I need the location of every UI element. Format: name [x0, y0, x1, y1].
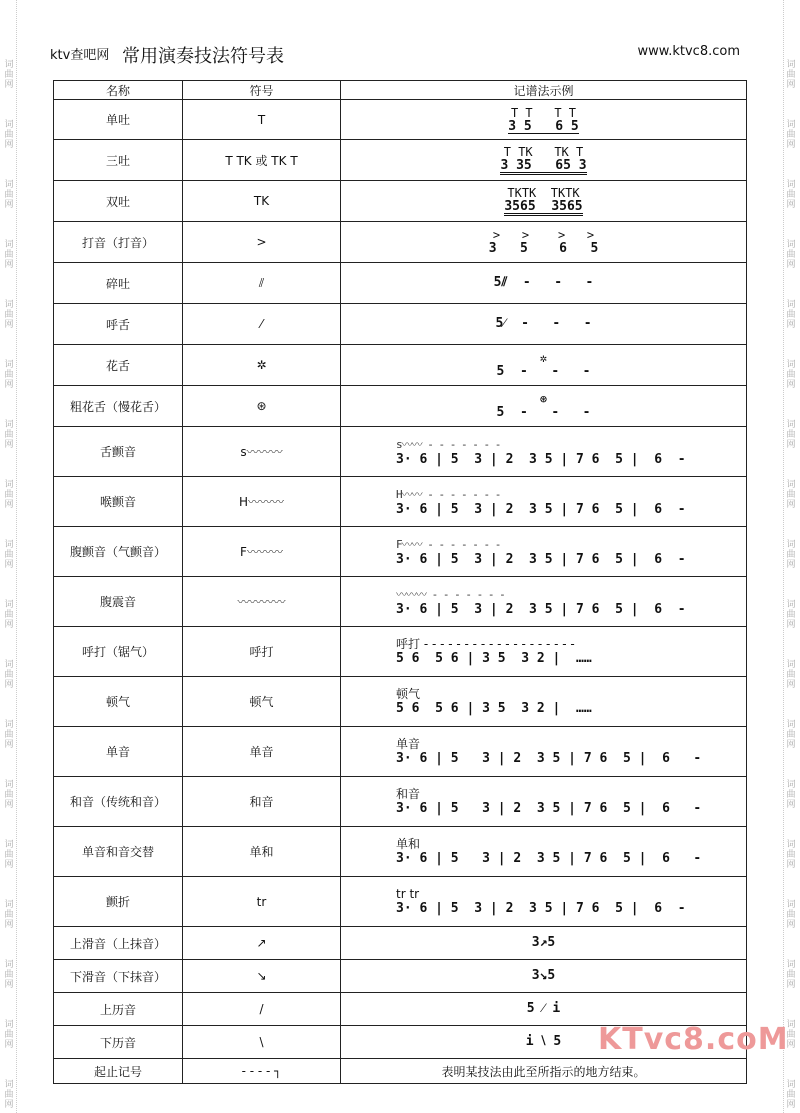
technique-symbol: 顿气 [183, 677, 341, 727]
margin-glyph: 词 [786, 240, 796, 250]
notation-example [341, 100, 747, 140]
margin-glyph: 网 [786, 320, 796, 330]
technique-name: 起止记号 [54, 1059, 183, 1084]
example-label: 和音 [396, 787, 421, 801]
col-header-example: 记谱法示例 [341, 81, 747, 100]
col-header-symbol: 符号 [183, 81, 341, 100]
table-row [54, 727, 747, 777]
example-notes: 5⁄ - - - [495, 316, 592, 331]
example-notation-line: 5 6 5 6 | 3 5 3 2 | …… [396, 701, 592, 716]
example-notation [341, 145, 746, 175]
margin-glyph-group [784, 180, 798, 210]
example-notes: 3 5 6 5 [488, 241, 599, 256]
margin-glyph: 词 [4, 660, 14, 670]
margin-glyph: 曲 [4, 310, 14, 320]
margin-glyph-group [784, 720, 798, 750]
margin-glyph: 曲 [786, 670, 796, 680]
margin-glyph-group [2, 660, 16, 690]
margin-glyph: 词 [4, 360, 14, 370]
margin-glyph: 曲 [4, 1030, 14, 1040]
table-row [54, 140, 747, 181]
margin-glyph-group [2, 720, 16, 750]
margin-glyph: 网 [786, 440, 796, 450]
notation-example [341, 677, 747, 727]
margin-glyph: 词 [786, 300, 796, 310]
margin-glyph: 曲 [786, 850, 796, 860]
margin-glyph-group [784, 660, 798, 690]
margin-glyph: 网 [4, 920, 14, 930]
symbol-table [53, 80, 747, 1084]
margin-glyph-group [784, 780, 798, 810]
margin-glyph-group [2, 1080, 16, 1110]
example-notation [341, 186, 746, 216]
technique-name: 下滑音（下抹音） [54, 960, 183, 993]
notation-example [341, 527, 747, 577]
margin-glyph: 网 [4, 320, 14, 330]
margin-glyph: 网 [786, 680, 796, 690]
margin-glyph: 词 [4, 780, 14, 790]
example-notation-line: 3· 6 | 5 3 | 2 3 5 | 7 6 5 | 6 - [396, 901, 686, 916]
technique-symbol: tr [183, 877, 341, 927]
margin-glyph-group [784, 420, 798, 450]
technique-symbol: 〰〰〰〰 [183, 577, 341, 627]
margin-glyph: 曲 [4, 430, 14, 440]
example-notation-line: 3· 6 | 5 3 | 2 3 5 | 7 6 5 | 6 - [396, 502, 686, 517]
technique-symbol: T [183, 100, 341, 140]
margin-glyph-group [784, 360, 798, 390]
table-row [54, 345, 747, 386]
margin-glyph: 词 [786, 1080, 796, 1090]
example-annotation: > > > > [492, 228, 595, 242]
margin-glyph: 词 [4, 480, 14, 490]
margin-glyph: 网 [4, 260, 14, 270]
example-notes: 3565 3565 [504, 199, 583, 214]
margin-glyph: 网 [786, 980, 796, 990]
margin-glyph: 曲 [786, 970, 796, 980]
margin-glyph: 词 [786, 120, 796, 130]
technique-name: 和音（传统和音） [54, 777, 183, 827]
margin-glyph-group [784, 480, 798, 510]
notation-example [341, 345, 747, 386]
margin-glyph: 词 [4, 180, 14, 190]
technique-symbol: > [183, 222, 341, 263]
example-notation [341, 351, 746, 379]
example-notes: 5 ⁄ i [526, 1001, 561, 1016]
technique-name: 三吐 [54, 140, 183, 181]
margin-glyph: 词 [4, 60, 14, 70]
margin-glyph: 曲 [786, 250, 796, 260]
margin-glyph-group [2, 240, 16, 270]
table-row [54, 877, 747, 927]
margin-glyph: 曲 [786, 1090, 796, 1100]
margin-glyph: 词 [786, 1020, 796, 1030]
margin-glyph-group [784, 1080, 798, 1110]
table-row [54, 427, 747, 477]
margin-glyph: 词 [4, 600, 14, 610]
margin-glyph: 网 [4, 740, 14, 750]
example-notes: 3 5 6 5 [508, 118, 579, 134]
margin-glyph: 曲 [4, 1090, 14, 1100]
watermark-logo: KTvc8.coM [598, 1022, 789, 1057]
margin-glyph: 曲 [786, 1030, 796, 1040]
margin-glyph: 曲 [786, 490, 796, 500]
margin-glyph-group [2, 600, 16, 630]
example-notation [341, 317, 746, 331]
margin-glyph-group [2, 180, 16, 210]
notation-example [341, 1059, 747, 1084]
margin-glyph: 网 [4, 680, 14, 690]
example-notes: 3↘5 [531, 968, 556, 983]
margin-glyph: 词 [4, 1080, 14, 1090]
notation-example [341, 993, 747, 1026]
notation-example [341, 827, 747, 877]
example-notation [341, 276, 746, 290]
table-row [54, 577, 747, 627]
margin-glyph: 网 [4, 800, 14, 810]
example-range-mark: F〰〰 - - - - - - - [396, 538, 501, 551]
technique-symbol: \ [183, 1026, 341, 1059]
example-notation-line: 3· 6 | 5 3 | 2 3 5 | 7 6 5 | 6 - [396, 851, 702, 866]
technique-symbol: F〰〰〰 [183, 527, 341, 577]
margin-glyph: 网 [4, 140, 14, 150]
margin-glyph: 网 [4, 80, 14, 90]
technique-name: 腹震音 [54, 577, 183, 627]
technique-symbol: 单和 [183, 827, 341, 877]
margin-glyph: 曲 [786, 370, 796, 380]
margin-glyph-group [784, 240, 798, 270]
table-row [54, 181, 747, 222]
margin-glyph-group [2, 1020, 16, 1050]
example-annotation: T T T T [510, 105, 577, 120]
technique-name: 单吐 [54, 100, 183, 140]
margin-glyph: 网 [4, 500, 14, 510]
margin-glyph: 曲 [786, 130, 796, 140]
margin-glyph-group [2, 840, 16, 870]
margin-glyph-group [2, 960, 16, 990]
example-notation [341, 936, 746, 950]
margin-glyph: 词 [786, 660, 796, 670]
technique-symbol: 和音 [183, 777, 341, 827]
technique-symbol: / [183, 993, 341, 1026]
technique-name: 打音（打音） [54, 222, 183, 263]
margin-glyph: 词 [786, 180, 796, 190]
margin-glyph: 词 [4, 960, 14, 970]
margin-glyph: 曲 [4, 730, 14, 740]
technique-name: 喉颤音 [54, 477, 183, 527]
example-annotation: T TK TK T [503, 145, 584, 159]
example-notes: 3 35 65 3 [500, 158, 587, 173]
margin-glyph: 曲 [786, 310, 796, 320]
example-notes: i ⧵ 5 [525, 1034, 562, 1049]
technique-symbol: ✲ [183, 345, 341, 386]
example-notation-line: 5 6 5 6 | 3 5 3 2 | …… [396, 651, 592, 666]
margin-glyph: 词 [786, 540, 796, 550]
example-annotation: TKTK TKTK [507, 186, 580, 200]
example-range-mark: 〰〰〰 - - - - - - - [396, 588, 505, 601]
technique-symbol: TK [183, 181, 341, 222]
margin-glyph: 曲 [4, 370, 14, 380]
technique-symbol: s〰〰〰 [183, 427, 341, 477]
notation-example [341, 181, 747, 222]
table-row [54, 222, 747, 263]
margin-glyph: 词 [4, 720, 14, 730]
margin-glyph: 曲 [786, 70, 796, 80]
margin-glyph: 词 [4, 300, 14, 310]
right-margin-watermark [783, 0, 798, 1113]
example-notation [341, 1002, 746, 1016]
table-row [54, 960, 747, 993]
table-header-row [54, 81, 747, 100]
margin-glyph-group [2, 900, 16, 930]
table-row [54, 827, 747, 877]
margin-glyph: 曲 [4, 970, 14, 980]
example-note: 表明某技法由此至所指示的地方结束。 [441, 1064, 646, 1079]
notation-example [341, 777, 747, 827]
example-annotation: ✲ [539, 351, 548, 365]
margin-glyph: 词 [786, 600, 796, 610]
margin-glyph: 曲 [4, 790, 14, 800]
technique-symbol: ↗ [183, 927, 341, 960]
notation-example [341, 304, 747, 345]
example-notation-line: 3· 6 | 5 3 | 2 3 5 | 7 6 5 | 6 - [396, 751, 702, 766]
margin-glyph: 曲 [786, 730, 796, 740]
margin-glyph: 网 [786, 1100, 796, 1110]
margin-glyph: 曲 [4, 610, 14, 620]
example-notes: 5 - - - [496, 364, 591, 379]
page-title: 常用演奏技法符号表 [122, 46, 284, 67]
margin-glyph: 网 [4, 1100, 14, 1110]
margin-glyph-group [2, 300, 16, 330]
technique-name: 下历音 [54, 1026, 183, 1059]
example-notation-line: 3· 6 | 5 3 | 2 3 5 | 7 6 5 | 6 - [396, 452, 686, 467]
margin-glyph: 网 [786, 500, 796, 510]
margin-glyph-group [2, 420, 16, 450]
table-row [54, 100, 747, 140]
margin-glyph: 网 [786, 380, 796, 390]
notation-example [341, 263, 747, 304]
technique-name: 呼打（锯气） [54, 627, 183, 677]
technique-name: 碎吐 [54, 263, 183, 304]
technique-name: 上历音 [54, 993, 183, 1026]
table-row [54, 627, 747, 677]
margin-glyph: 网 [4, 860, 14, 870]
margin-glyph: 词 [786, 480, 796, 490]
margin-glyph: 曲 [4, 70, 14, 80]
margin-glyph: 曲 [4, 130, 14, 140]
left-margin-watermark [2, 0, 17, 1113]
technique-symbol: H〰〰〰 [183, 477, 341, 527]
example-notation [341, 392, 746, 420]
margin-glyph: 网 [786, 620, 796, 630]
margin-glyph: 网 [4, 980, 14, 990]
notation-example [341, 477, 747, 527]
margin-glyph: 网 [786, 80, 796, 90]
margin-glyph-group [784, 120, 798, 150]
margin-glyph: 词 [786, 840, 796, 850]
table-row [54, 1059, 747, 1084]
margin-glyph: 网 [786, 800, 796, 810]
margin-glyph: 网 [786, 920, 796, 930]
margin-glyph: 曲 [4, 670, 14, 680]
margin-glyph: 网 [4, 380, 14, 390]
margin-glyph: 曲 [4, 850, 14, 860]
margin-glyph: 曲 [4, 250, 14, 260]
margin-glyph: 网 [4, 560, 14, 570]
margin-glyph: 词 [786, 360, 796, 370]
margin-glyph: 词 [4, 240, 14, 250]
example-notation-line: 3· 6 | 5 3 | 2 3 5 | 7 6 5 | 6 - [396, 801, 702, 816]
margin-glyph-group [784, 300, 798, 330]
margin-glyph: 网 [4, 200, 14, 210]
margin-glyph: 曲 [786, 910, 796, 920]
notation-example [341, 427, 747, 477]
margin-glyph: 网 [786, 560, 796, 570]
technique-name: 双吐 [54, 181, 183, 222]
margin-glyph: 网 [786, 1040, 796, 1050]
example-notation-line: 3· 6 | 5 3 | 2 3 5 | 7 6 5 | 6 - [396, 602, 686, 617]
example-range-mark: H〰〰 - - - - - - - [396, 488, 501, 501]
margin-glyph: 词 [786, 420, 796, 430]
technique-name: 上滑音（上抹音） [54, 927, 183, 960]
margin-glyph-group [784, 840, 798, 870]
example-notes: 5 - - - [496, 405, 591, 420]
margin-glyph: 曲 [786, 190, 796, 200]
margin-glyph: 曲 [786, 550, 796, 560]
notation-example [341, 927, 747, 960]
example-range-mark: s〰〰 - - - - - - - [396, 438, 501, 451]
technique-symbol: - - - - ┐ [183, 1059, 341, 1084]
technique-name: 单音 [54, 727, 183, 777]
notation-example [341, 577, 747, 627]
margin-glyph: 网 [786, 860, 796, 870]
table-row [54, 927, 747, 960]
notation-example [341, 222, 747, 263]
margin-glyph-group [2, 120, 16, 150]
technique-name: 顿气 [54, 677, 183, 727]
margin-glyph: 词 [786, 720, 796, 730]
technique-name: 呼舌 [54, 304, 183, 345]
example-label: 顿气 [396, 687, 421, 701]
site-url: www.ktvc8.com [637, 44, 740, 59]
table-row [54, 386, 747, 427]
technique-name: 颤折 [54, 877, 183, 927]
margin-glyph: 曲 [786, 430, 796, 440]
technique-symbol: 单音 [183, 727, 341, 777]
margin-glyph: 词 [4, 420, 14, 430]
example-label: tr tr [396, 887, 420, 901]
margin-glyph: 网 [786, 200, 796, 210]
margin-glyph: 词 [786, 960, 796, 970]
margin-glyph-group [2, 480, 16, 510]
example-notes: 3↗5 [531, 935, 556, 950]
technique-symbol: ⁄ [183, 304, 341, 345]
margin-glyph-group [784, 600, 798, 630]
example-notation [341, 969, 746, 983]
example-notation-line: 3· 6 | 5 3 | 2 3 5 | 7 6 5 | 6 - [396, 552, 686, 567]
example-notation [341, 106, 746, 134]
technique-symbol: T TK 或 TK T [183, 140, 341, 181]
margin-glyph: 曲 [4, 190, 14, 200]
technique-symbol: ⫽ [183, 263, 341, 304]
table-row [54, 527, 747, 577]
table-row [54, 304, 747, 345]
table-row [54, 477, 747, 527]
margin-glyph-group [784, 540, 798, 570]
margin-glyph: 词 [786, 900, 796, 910]
notation-example [341, 627, 747, 677]
col-header-name: 名称 [54, 81, 183, 100]
margin-glyph: 网 [786, 140, 796, 150]
margin-glyph: 词 [786, 60, 796, 70]
example-label: 呼打 - - - - - - - - - - - - - - - - - - - [396, 637, 575, 651]
page-header [50, 42, 740, 70]
margin-glyph-group [784, 960, 798, 990]
margin-glyph-group [784, 900, 798, 930]
notation-example [341, 386, 747, 427]
margin-glyph: 曲 [4, 910, 14, 920]
notation-example [341, 140, 747, 181]
margin-glyph: 词 [4, 840, 14, 850]
technique-name: 单音和音交替 [54, 827, 183, 877]
technique-name: 舌颤音 [54, 427, 183, 477]
margin-glyph: 词 [4, 900, 14, 910]
technique-name: 粗花舌（慢花舌） [54, 386, 183, 427]
margin-glyph: 曲 [786, 790, 796, 800]
margin-glyph: 词 [786, 780, 796, 790]
margin-glyph-group [2, 540, 16, 570]
example-label: 单音 [396, 737, 421, 751]
margin-glyph: 网 [4, 440, 14, 450]
margin-glyph: 网 [4, 1040, 14, 1050]
margin-glyph: 网 [786, 740, 796, 750]
technique-symbol: ↘ [183, 960, 341, 993]
notation-example [341, 727, 747, 777]
margin-glyph-group [2, 780, 16, 810]
example-notation [341, 228, 746, 256]
technique-name: 花舌 [54, 345, 183, 386]
technique-symbol: ⊛ [183, 386, 341, 427]
margin-glyph: 曲 [4, 490, 14, 500]
margin-glyph: 曲 [786, 610, 796, 620]
margin-glyph: 曲 [4, 550, 14, 560]
margin-glyph-group [2, 360, 16, 390]
notation-example [341, 960, 747, 993]
notation-example [341, 877, 747, 927]
example-label: 单和 [396, 837, 421, 851]
margin-glyph: 词 [4, 120, 14, 130]
margin-glyph: 网 [786, 260, 796, 270]
site-name: ktv查吧网 [50, 48, 110, 63]
margin-glyph: 网 [4, 620, 14, 630]
table-row [54, 777, 747, 827]
margin-glyph: 词 [4, 540, 14, 550]
example-notes: 5⫽ - - - [493, 275, 594, 290]
table-row [54, 263, 747, 304]
margin-glyph-group [2, 60, 16, 90]
margin-glyph: 词 [4, 1020, 14, 1030]
example-annotation: ⊛ [539, 392, 548, 406]
table-row [54, 677, 747, 727]
technique-symbol: 呼打 [183, 627, 341, 677]
technique-name: 腹颤音（气颤音） [54, 527, 183, 577]
table-row [54, 993, 747, 1026]
margin-glyph-group [784, 60, 798, 90]
